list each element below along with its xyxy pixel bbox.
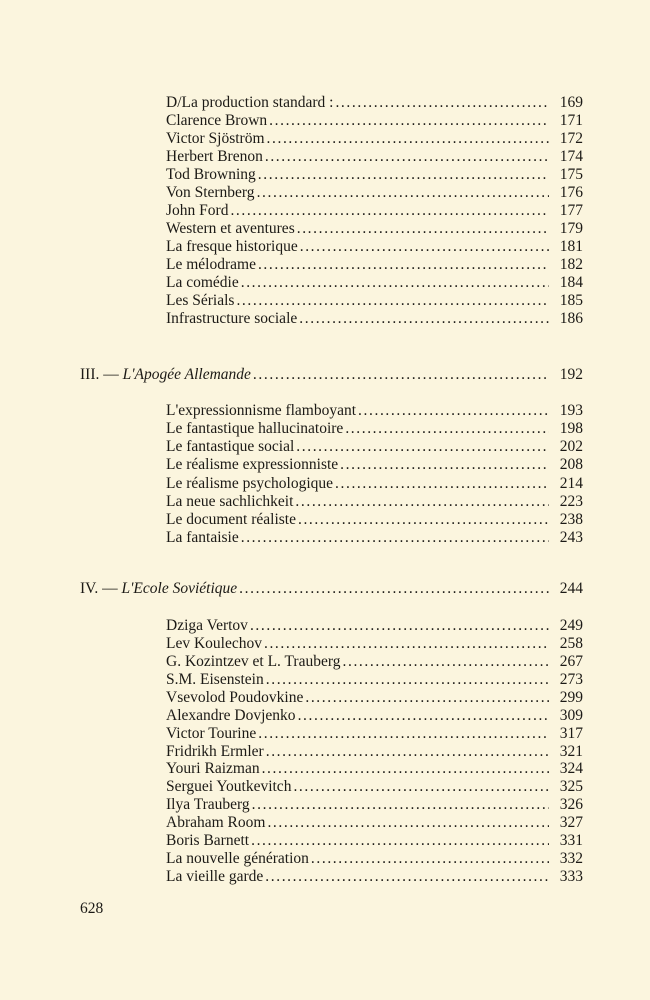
toc-entry bbox=[166, 274, 583, 292]
toc-entry-label: La fresque historique bbox=[166, 238, 298, 255]
toc-entry-page: 309 bbox=[559, 706, 583, 724]
toc-entry-page: 181 bbox=[559, 238, 583, 255]
toc-entry-page: 273 bbox=[559, 670, 583, 688]
toc-entry-page: 243 bbox=[559, 529, 583, 547]
dot-leader bbox=[300, 238, 549, 256]
dot-leader bbox=[296, 438, 549, 456]
toc-entry-page: 176 bbox=[559, 184, 583, 201]
toc-entry-page: 327 bbox=[559, 814, 583, 832]
toc-entry-page: 214 bbox=[559, 474, 583, 492]
toc-entry-label: G. Kozintzev et L. Trauberg bbox=[166, 652, 341, 670]
toc-entry bbox=[166, 850, 583, 868]
dot-leader bbox=[250, 617, 549, 635]
toc-entry-label: Le réalisme psychologique bbox=[166, 474, 334, 492]
toc-entry-label: Victor Sjöström bbox=[166, 130, 265, 147]
toc-entry-label: La vieille garde bbox=[166, 868, 264, 886]
toc-entry-label: Le document réaliste bbox=[166, 510, 296, 528]
toc-entry-label: Infrastructure sociale bbox=[166, 310, 298, 327]
dot-leader bbox=[293, 778, 549, 796]
dot-leader bbox=[311, 850, 549, 868]
toc-entry bbox=[166, 635, 583, 653]
dot-leader bbox=[298, 707, 549, 725]
dot-leader bbox=[252, 796, 549, 814]
toc-entry bbox=[166, 130, 583, 148]
toc-entry bbox=[166, 778, 583, 796]
toc-entry bbox=[166, 420, 583, 438]
dot-leader bbox=[258, 166, 549, 184]
dot-leader bbox=[305, 689, 549, 707]
toc-entry-page: 171 bbox=[559, 112, 583, 129]
toc-entry bbox=[166, 760, 583, 778]
toc-entry bbox=[166, 256, 583, 274]
section-heading bbox=[80, 580, 583, 598]
dot-leader bbox=[253, 366, 549, 384]
toc-entry-label: Tod Browning bbox=[166, 166, 256, 183]
toc-entry-page: 202 bbox=[559, 438, 583, 456]
toc-entry-label: Herbert Brenon bbox=[166, 148, 263, 165]
toc-entry-label: La nouvelle génération bbox=[166, 850, 309, 868]
toc-entry bbox=[166, 148, 583, 166]
toc-entry-page: 331 bbox=[559, 832, 583, 850]
toc-entry bbox=[166, 94, 583, 112]
toc-entry-label: L'expressionnisme flamboyant bbox=[166, 402, 357, 419]
dot-leader bbox=[258, 256, 549, 274]
toc-entry bbox=[166, 112, 583, 130]
dot-leader bbox=[343, 653, 550, 671]
toc-entry-label: D/La production standard : bbox=[166, 94, 334, 111]
dot-leader bbox=[267, 814, 549, 832]
toc-entry bbox=[166, 617, 583, 635]
toc-entry bbox=[166, 493, 583, 511]
toc-entry bbox=[166, 184, 583, 202]
toc-entry bbox=[166, 743, 583, 761]
dot-leader bbox=[335, 475, 549, 493]
toc-entry-page: 332 bbox=[559, 850, 583, 868]
toc-entry-label: Western et aventures bbox=[166, 220, 295, 237]
dot-leader bbox=[358, 402, 549, 420]
toc-entry-label: La comédie bbox=[166, 274, 239, 291]
toc-entry-page: 267 bbox=[559, 652, 583, 670]
section-heading-page: 192 bbox=[559, 366, 583, 383]
toc-entry-label: Youri Raizman bbox=[166, 760, 260, 778]
toc-entry bbox=[166, 814, 583, 832]
page-number: 628 bbox=[80, 900, 104, 917]
section-heading bbox=[80, 366, 583, 384]
toc-entry-page: 185 bbox=[559, 292, 583, 309]
dot-leader bbox=[265, 148, 549, 166]
toc-entry-page: 177 bbox=[559, 202, 583, 219]
toc-entry-page: 193 bbox=[559, 402, 583, 419]
toc-entry-label: La fantaisie bbox=[166, 529, 239, 547]
dot-leader bbox=[295, 493, 549, 511]
section-heading-label bbox=[80, 580, 237, 598]
toc-entry bbox=[166, 671, 583, 689]
toc-entry-page: 258 bbox=[559, 634, 583, 652]
toc-entry bbox=[166, 725, 583, 743]
toc-entry-label: Le mélodrame bbox=[166, 256, 256, 273]
dot-leader bbox=[241, 529, 549, 547]
dot-leader bbox=[267, 130, 549, 148]
section-title: L'Ecole Soviétique bbox=[121, 580, 238, 597]
toc-entry bbox=[166, 689, 583, 707]
toc-entry bbox=[166, 653, 583, 671]
toc-entry-page: 325 bbox=[559, 778, 583, 796]
toc-entry-page: 249 bbox=[559, 617, 583, 634]
dot-leader bbox=[335, 94, 549, 112]
dot-leader bbox=[239, 580, 549, 598]
toc-entry-page: 174 bbox=[559, 148, 583, 165]
toc-entry-label: Lev Koulechov bbox=[166, 634, 262, 652]
toc-entry-label: S.M. Eisenstein bbox=[166, 670, 264, 688]
dot-leader bbox=[266, 671, 549, 689]
dot-leader bbox=[264, 635, 549, 653]
toc-entry bbox=[166, 832, 583, 850]
toc-entry-page: 333 bbox=[559, 868, 583, 886]
toc-entry-page: 184 bbox=[559, 274, 583, 291]
toc-entry bbox=[166, 529, 583, 547]
toc-entry-page: 324 bbox=[559, 760, 583, 778]
toc-entry-page: 175 bbox=[559, 166, 583, 183]
toc-entry bbox=[166, 707, 583, 725]
toc-entry-label: Von Sternberg bbox=[166, 184, 255, 201]
dot-leader bbox=[262, 760, 549, 778]
toc-entry-label: Boris Barnett bbox=[166, 832, 250, 850]
toc-entry-label: La neue sachlichkeit bbox=[166, 492, 294, 510]
toc-entry-page: 321 bbox=[559, 742, 583, 760]
dot-leader bbox=[257, 184, 549, 202]
toc-entry-page: 238 bbox=[559, 510, 583, 528]
dot-leader bbox=[340, 456, 549, 474]
section-title: L'Apogée Allemande bbox=[122, 366, 251, 383]
toc-entry bbox=[166, 438, 583, 456]
toc-entry-label: Clarence Brown bbox=[166, 112, 268, 129]
toc-entry bbox=[166, 292, 583, 310]
toc-entry bbox=[166, 202, 583, 220]
toc-entry-page: 208 bbox=[559, 456, 583, 474]
dot-leader bbox=[345, 420, 549, 438]
toc-entry bbox=[166, 868, 583, 886]
toc-entry-page: 326 bbox=[559, 796, 583, 814]
toc-entry bbox=[166, 402, 583, 420]
section-heading-page: 244 bbox=[559, 580, 583, 597]
toc-entry bbox=[166, 511, 583, 529]
toc-entry bbox=[166, 310, 583, 328]
toc-entry-label: Le fantastique social bbox=[166, 438, 295, 456]
dot-leader bbox=[299, 310, 549, 328]
toc-entry-page: 317 bbox=[559, 724, 583, 742]
toc-entry-page: 198 bbox=[559, 420, 583, 438]
toc-entry bbox=[166, 475, 583, 493]
toc-entry-label: Le fantastique hallucinatoire bbox=[166, 420, 344, 438]
section-numeral: IV. — bbox=[80, 580, 118, 597]
dot-leader bbox=[297, 220, 549, 238]
toc-entry bbox=[166, 796, 583, 814]
section-heading-label bbox=[80, 366, 251, 384]
toc-entry-label: John Ford bbox=[166, 202, 229, 219]
toc-entry-page: 172 bbox=[559, 130, 583, 147]
dot-leader bbox=[236, 292, 549, 310]
toc-entry-label: Ilya Trauberg bbox=[166, 796, 250, 814]
dot-leader bbox=[269, 112, 549, 130]
toc-entry-page: 299 bbox=[559, 688, 583, 706]
toc-entry-page: 179 bbox=[559, 220, 583, 237]
dot-leader bbox=[266, 743, 549, 761]
toc-entry-label: Abraham Room bbox=[166, 814, 266, 832]
dot-leader bbox=[230, 202, 549, 220]
dot-leader bbox=[241, 274, 549, 292]
toc-entry-label: Dziga Vertov bbox=[166, 617, 248, 634]
toc-entry bbox=[166, 166, 583, 184]
dot-leader bbox=[258, 725, 549, 743]
toc-entry-label: Vsevolod Poudovkine bbox=[166, 688, 304, 706]
toc-entry bbox=[166, 220, 583, 238]
toc-entry-page: 223 bbox=[559, 492, 583, 510]
toc-entry-label: Victor Tourine bbox=[166, 724, 257, 742]
toc-entry-page: 169 bbox=[559, 94, 583, 111]
section-numeral: III. — bbox=[80, 366, 119, 383]
toc-entry-label: Fridrikh Ermler bbox=[166, 742, 264, 760]
dot-leader bbox=[298, 511, 549, 529]
toc-entry-page: 182 bbox=[559, 256, 583, 273]
toc-entry-label: Alexandre Dovjenko bbox=[166, 706, 296, 724]
toc-entry-label: Serguei Youtkevitch bbox=[166, 778, 292, 796]
toc-entry bbox=[166, 238, 583, 256]
toc-entry-label: Les Sérials bbox=[166, 292, 235, 309]
toc-entry bbox=[166, 456, 583, 474]
dot-leader bbox=[251, 832, 549, 850]
toc-entry-label: Le réalisme expressionniste bbox=[166, 456, 339, 474]
toc-entry-page: 186 bbox=[559, 310, 583, 327]
dot-leader bbox=[265, 868, 549, 886]
